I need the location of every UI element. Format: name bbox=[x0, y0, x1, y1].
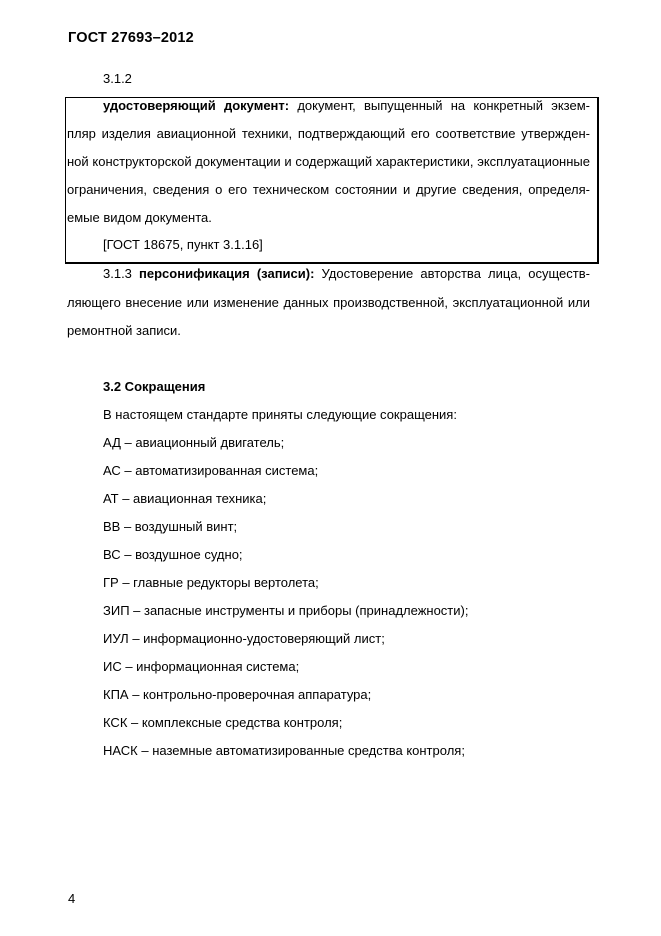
abbreviation-item: КПА – контрольно-проверочная аппаратура; bbox=[103, 687, 372, 702]
document-header: ГОСТ 27693–2012 bbox=[68, 30, 194, 46]
definition-text: документ, выпущенный на конкретный экзем- bbox=[297, 98, 590, 113]
abbreviation-item: ВС – воздушное судно; bbox=[103, 547, 243, 562]
page-number: 4 bbox=[68, 891, 76, 906]
abbreviation-item: НАСК – наземные автоматизированные средства контроля; bbox=[103, 743, 465, 758]
clause-3-1-2-line-2: пляр изделия авиационной техники, подтверждающий его соответствие утвержден- bbox=[67, 126, 590, 141]
clause-3-1-3-line-2: ляющего внесение или изменение данных производственной, эксплуатационной или bbox=[67, 295, 590, 310]
abbreviation-item: ЗИП – запасные инструменты и приборы (принадлежности); bbox=[103, 603, 469, 618]
abbreviation-item: ВВ – воздушный винт; bbox=[103, 519, 238, 534]
clause-number-3-1-3: 3.1.3 bbox=[103, 266, 132, 281]
section-intro: В настоящем стандарте приняты следующие сокращения: bbox=[103, 407, 457, 422]
clause-3-1-3-line-3: ремонтной записи. bbox=[67, 323, 181, 338]
term-certifying-document: удостоверяющий документ: bbox=[103, 98, 290, 113]
clause-number-3-1-2: 3.1.2 bbox=[103, 71, 132, 86]
abbreviation-item: ГР – главные редукторы вертолета; bbox=[103, 575, 319, 590]
clause-3-1-3-line-1 bbox=[103, 266, 590, 281]
reference-note: [ГОСТ 18675, пункт 3.1.16] bbox=[103, 237, 263, 252]
abbreviation-item: ИС – информационная система; bbox=[103, 659, 300, 674]
abbreviation-item: ИУЛ – информационно-удостоверяющий лист; bbox=[103, 631, 385, 646]
abbreviation-item: АТ – авиационная техника; bbox=[103, 491, 267, 506]
section-heading: 3.2 Сокращения bbox=[103, 379, 206, 394]
clause-3-1-2-line-3: ной конструкторской документации и содержащий характеристики, эксплуатационные bbox=[67, 154, 590, 169]
abbreviation-item: АД – авиационный двигатель; bbox=[103, 435, 285, 450]
clause-3-1-2-line-4: ограничения, сведения о его техническом состоянии и другие сведения, определя- bbox=[67, 182, 590, 197]
abbreviation-item: АС – автоматизированная система; bbox=[103, 463, 319, 478]
abbreviation-item: КСК – комплексные средства контроля; bbox=[103, 715, 343, 730]
clause-3-1-2-line-5: емые видом документа. bbox=[67, 210, 212, 225]
term-personification: персонификация (записи): bbox=[139, 266, 315, 281]
clause-3-1-2-line-1 bbox=[103, 98, 590, 113]
definition-text: Удостоверение авторства лица, осуществ- bbox=[321, 266, 590, 281]
